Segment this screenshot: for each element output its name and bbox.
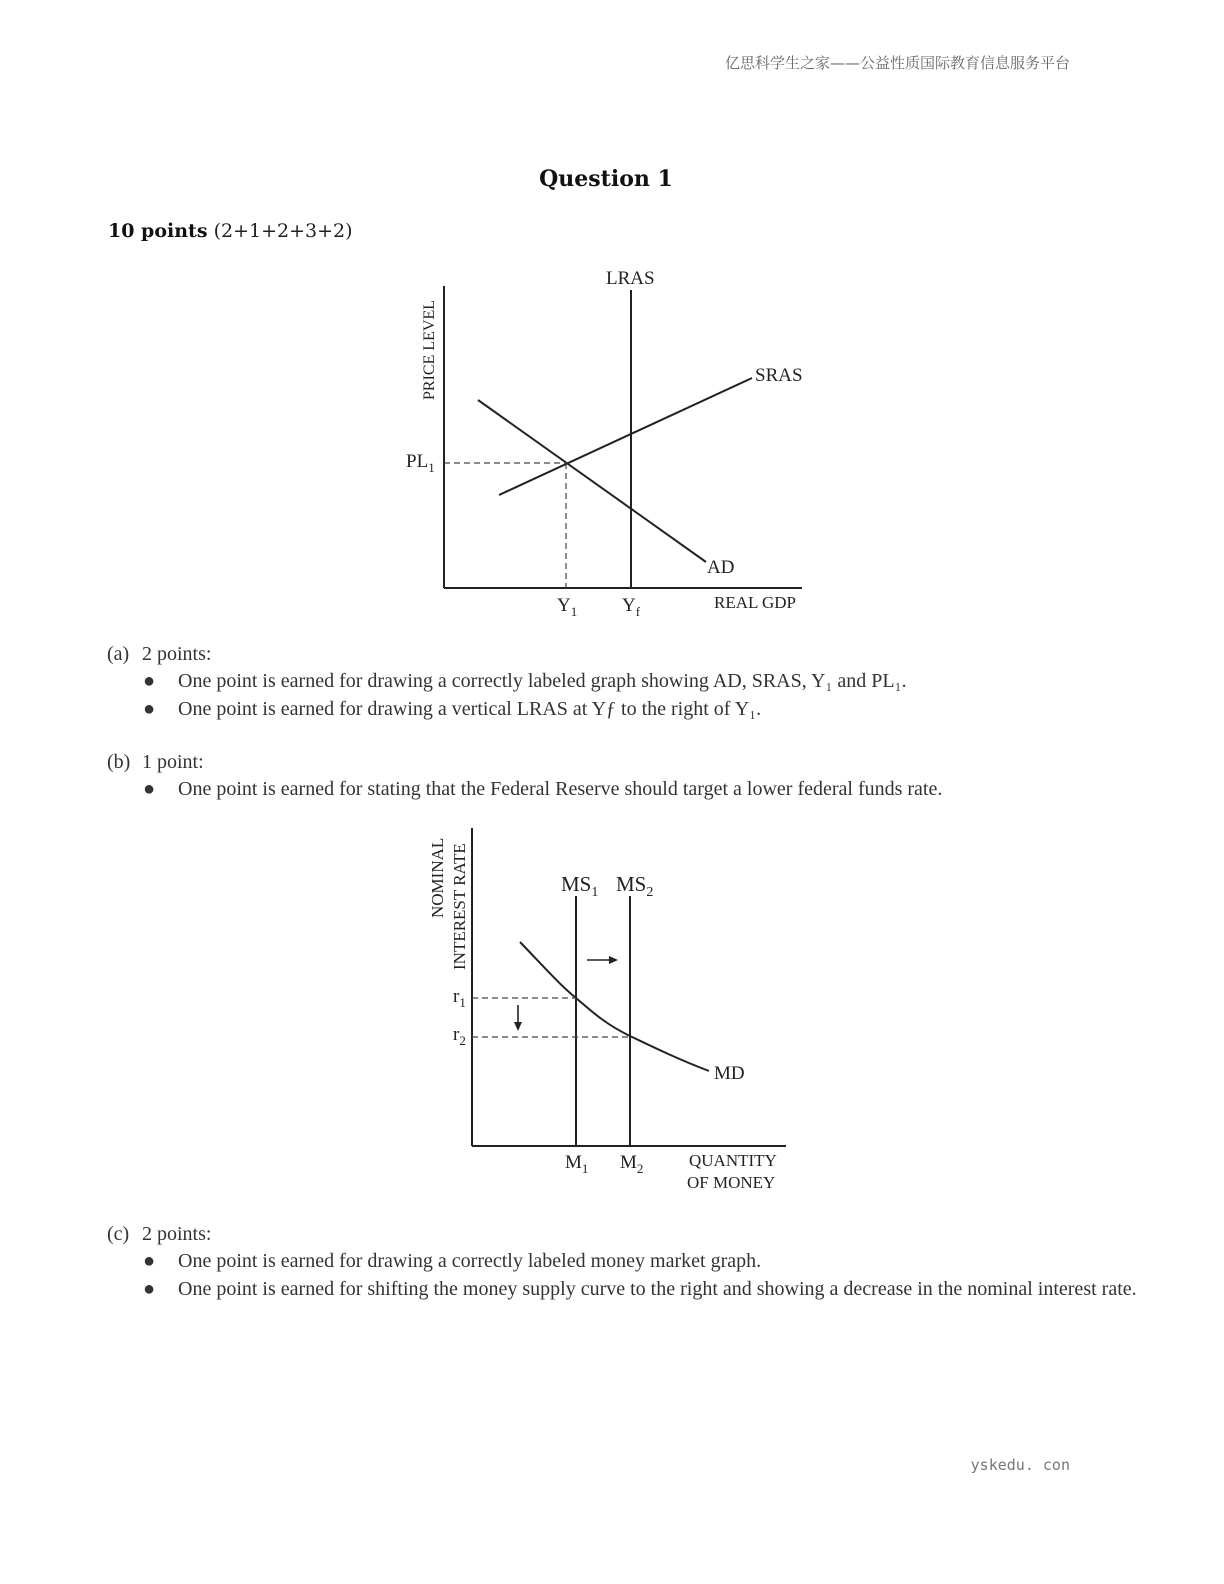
part-c-label: (c): [107, 1223, 130, 1245]
ad-as-graph: [390, 262, 820, 622]
part-a-label: (a): [107, 643, 130, 665]
footer-site: yskedu. con: [970, 1456, 1070, 1474]
m2-label: $M_2$: [620, 1152, 644, 1176]
r2-label: $r_2$: [453, 1024, 466, 1048]
y1-label: $Y_1$: [557, 595, 578, 619]
question-title: Question 1: [539, 166, 673, 192]
part-b: [107, 751, 1178, 802]
lras-label: LRAS: [606, 268, 655, 289]
y-axis-label-nominal: NOMINAL: [428, 837, 447, 918]
points-breakdown: (2+1+2+3+2): [213, 220, 353, 242]
x-axis-label-quantity: QUANTITY: [689, 1151, 777, 1170]
bullet-icon: ●: [143, 1278, 156, 1300]
sras-label: SRAS: [755, 365, 803, 386]
yf-label: $Y_f$: [622, 595, 641, 619]
bullet-icon: ●: [143, 698, 156, 720]
x-axis-label-real-gdp: REAL GDP: [714, 593, 797, 612]
bullet-icon: ●: [143, 1250, 156, 1272]
points-line: [108, 220, 353, 242]
part-c-bullets: [107, 1248, 1178, 1302]
y-axis-label-price-level: PRICE LEVEL: [421, 300, 438, 400]
ad-label: AD: [707, 557, 735, 578]
part-c: [107, 1223, 1178, 1302]
shift-right-arrowhead-icon: [609, 956, 618, 964]
ms1-label: $MS_1$: [561, 872, 599, 900]
ms2-label: $MS_2$: [616, 872, 654, 900]
part-a: [107, 643, 1178, 722]
list-item: ● One point is earned for drawing a vertical LRAS at Yƒ to the right of Y₁.: [143, 698, 762, 720]
part-c-points: 2 points:: [142, 1223, 212, 1245]
part-a-points: 2 points:: [142, 643, 212, 665]
x-axis-label-of-money: OF MONEY: [687, 1173, 776, 1192]
header-watermark: 亿思科学生之家——公益性质国际教育信息服务平台: [724, 54, 1070, 72]
part-b-points: 1 point:: [142, 751, 204, 773]
bullet-icon: ●: [143, 778, 156, 800]
part-b-bullets: [107, 776, 1178, 802]
rate-down-arrowhead-icon: [514, 1022, 522, 1031]
money-market-graph: [420, 820, 800, 1200]
points-total: 10 points: [108, 220, 208, 242]
y-axis-label-interest-rate: INTEREST RATE: [450, 843, 469, 970]
ad-curve: [478, 400, 706, 562]
bullet-icon: ●: [143, 670, 156, 692]
list-item: ● One point is earned for drawing a correctly labeled graph showing AD, SRAS, Y₁ and PL₁.: [143, 670, 907, 692]
part-b-label: (b): [107, 751, 131, 773]
sras-curve: [499, 378, 752, 495]
r1-label: $r_1$: [453, 986, 466, 1010]
list-item: ● One point is earned for stating that the Federal Reserve should target a lower federal funds rate.: [143, 778, 943, 800]
pl1-label: $PL_1$: [406, 451, 435, 475]
md-label: MD: [714, 1063, 745, 1084]
part-a-bullets: [107, 668, 1178, 722]
list-item: ● One point is earned for drawing a correctly labeled money market graph.: [143, 1250, 762, 1272]
list-item: ● One point is earned for shifting the money supply curve to the right and showing a decrease in the nominal interest rate.: [143, 1278, 1137, 1300]
m1-label: $M_1$: [565, 1152, 589, 1176]
